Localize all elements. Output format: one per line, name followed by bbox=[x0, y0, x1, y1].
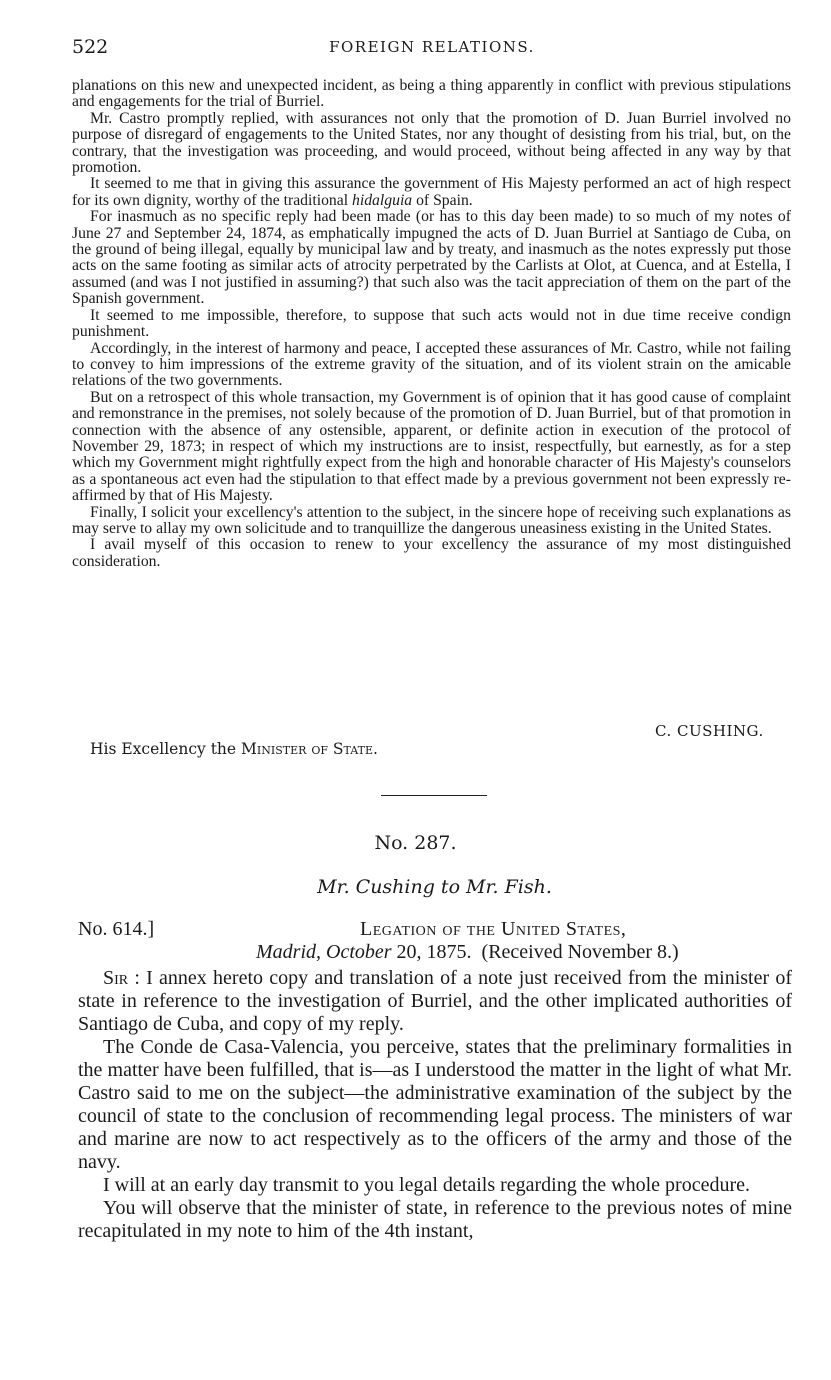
dateline-month: October bbox=[326, 941, 392, 963]
italic-term: hidalguia bbox=[352, 191, 413, 209]
dateline bbox=[256, 941, 679, 964]
received-date: (Received November 8.) bbox=[481, 941, 679, 963]
dispatch-number: No. 614.] bbox=[78, 918, 155, 940]
paragraph-text: It seemed to me that in giving this assurance the government of His Majesty performed an act of high respect for its own dignity, worthy of the traditional bbox=[72, 175, 791, 209]
paragraph: But on a retrospect of this whole transaction, my Government is of opinion that it has good cause of complaint and remonstrance in the premises, not solely because of the promotion of D. Juan Burriel, but of that promotion in connection with the absence of any ostensible, apparent, or definite action in execution of the protocol of November 29, 1873; in respect of which my instructions are to insist, respectfully, but earnestly, as for a step which my Government might rightfully expect from the high and honorable character of His Majesty's counselors as a spontaneous act even had the stipulation to that effect made by a previous government not been expressly re-affirmed by that of His Majesty. bbox=[72, 388, 791, 505]
salutation: Sir : bbox=[103, 967, 140, 989]
paragraph bbox=[72, 176, 791, 209]
paragraph: It seemed to me impossible, therefore, to suppose that such acts would not in due time receive condign punishment. bbox=[72, 306, 791, 341]
paragraph bbox=[78, 967, 792, 1036]
paragraph: You will observe that the minister of state, in reference to the previous notes of mine recapitulated in my note to him of the 4th instant, bbox=[78, 1197, 792, 1242]
paragraph: For inasmuch as no specific reply had been made (or has to this day been made) to so much of my notes of June 27 and September 24, 1874, as emphatically impugned the acts of D. Juan Burriel at Santiago de Cuba, on the ground of being illegal, equally by municipal law and by treaty, and inasmuch as the notes expressly put those acts on the same footing as similar acts of atrocity perpetrated by the Carlists at Olot, at Cuenca, and at Estella, I assumed (and was I not justified in assuming?) that such also was the tacit appreciation of them on the part of the Spanish government. bbox=[72, 208, 791, 308]
paragraph: I will at an early day transmit to you legal details regarding the whole procedure. bbox=[103, 1174, 751, 1196]
paragraph-tail: of Spain. bbox=[416, 191, 473, 209]
addressee bbox=[90, 740, 378, 758]
page-header bbox=[72, 36, 792, 60]
paragraph: planations on this new and unexpected incident, as being a thing apparently in conflict with previous stipulations and engagements for the trial of Burriel. bbox=[72, 77, 791, 111]
document-title: Mr. Cushing to Mr. Fish. bbox=[317, 876, 552, 898]
paragraph: Finally, I solicit your excellency's attention to the subject, in the sincere hope of receiving such explanations as may serve to allay my own solicitude and to tranquillize the dangerous uneasiness existing in the United States. bbox=[72, 503, 791, 537]
paragraph: Mr. Castro promptly replied, with assurances not only that the promotion of D. Juan Burriel involved no purpose of disregard of engagements to the United States, nor any thought of desisting from his trial, but, on the contrary, that the investigation was proceeding, and would proceed, without being affected in any way by that promotion. bbox=[72, 109, 791, 177]
addressee-prefix: His Excellency the bbox=[90, 740, 237, 758]
signature: C. CUSHING. bbox=[655, 722, 764, 740]
paragraph: I avail myself of this occasion to renew to your excellency the assurance of my most distinguished consideration. bbox=[72, 536, 791, 570]
section-divider bbox=[381, 795, 487, 796]
paragraph-text: I annex hereto copy and translation of a note just received from the minister of state in reference to the investigation of Burriel, and the other implicated authorities of Santiago de Cuba, and copy of my reply. bbox=[78, 967, 793, 1035]
addressee-title: Minister of State. bbox=[241, 740, 378, 758]
document-number: No. 287. bbox=[374, 832, 457, 854]
running-head: FOREIGN RELATIONS. bbox=[329, 38, 535, 56]
paragraph: The Conde de Casa-Valencia, you perceive, states that the preliminary formalities in the matter have been fulfilled, that is—as I understood the matter in the light of what Mr. Castro said to me on the subject—the administrative examination of the subject by the council of state to the conclusion of recommending legal process. The ministers of war and marine are now to act respectively as to the officers of the army and those of the navy. bbox=[78, 1036, 792, 1173]
dateline-date: 20, 1875. bbox=[396, 941, 472, 963]
letter-body bbox=[72, 78, 791, 570]
paragraph: Accordingly, in the interest of harmony and peace, I accepted these assurances of Mr. Castro, while not failing to convey to him impressions of the extreme gravity of the situation, and of its violent strain on the amicable relations of the two governments. bbox=[72, 339, 791, 390]
page-number: 522 bbox=[72, 36, 109, 58]
legation-heading: Legation of the United States, bbox=[360, 918, 627, 940]
dispatch-paragraphs bbox=[78, 967, 792, 1243]
dateline-place: Madrid, bbox=[256, 941, 321, 963]
